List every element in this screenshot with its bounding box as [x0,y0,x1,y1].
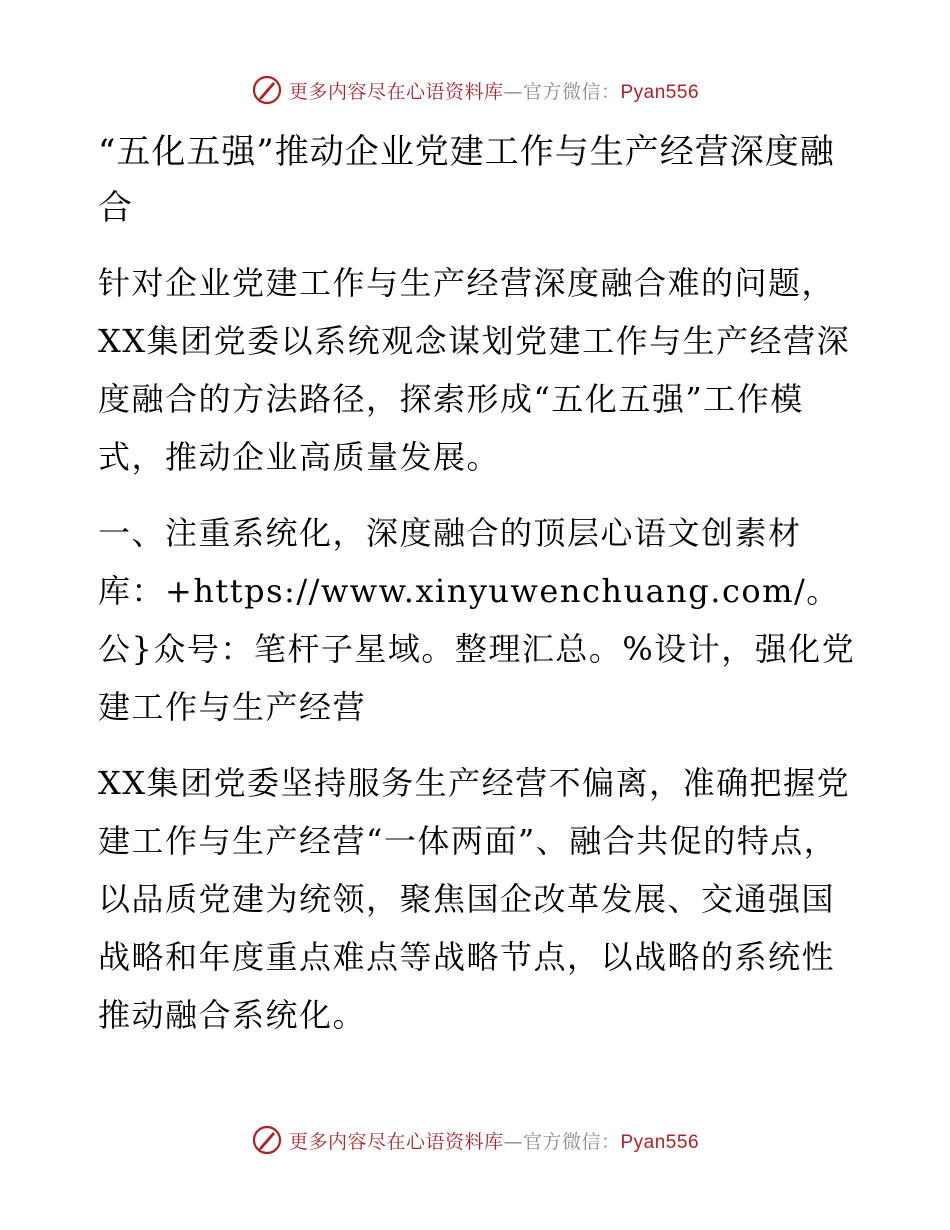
document-body [98,124,858,1062]
banner-site-name: 更多内容尽在心语资料库 [288,80,504,103]
banner-wechat-id: Pyan556 [620,81,700,103]
quill-logo-icon [251,74,283,106]
paragraph-section-one-heading: 一、注重系统化，深度融合的顶层心语文创素材库：+https://www.xinyuwenchuang.com/。公}众号：笔杆子星域。整理汇总。%设计，强化党建工作与生产经营 [98,514,856,726]
paragraph-intro: 针对企业党建工作与生产经营深度融合难的问题，XX集团党委以系统观念谋划党建工作与生产经营深度融合的方法路径，探索形成“五化五强”工作模式，推动企业高质量发展。 [98,264,851,476]
banner-wechat-label: —官方微信： [503,80,621,103]
banner-text [289,1127,699,1154]
banner-wechat-label: —官方微信： [503,1130,621,1153]
footer-watermark-banner [0,1120,950,1160]
quill-logo-icon [251,1124,283,1156]
banner-site-name: 更多内容尽在心语资料库 [288,1130,504,1153]
banner-wechat-id: Pyan556 [620,1131,700,1153]
banner-text [289,77,699,104]
header-watermark-banner [0,70,950,110]
document-title: “五化五强”推动企业党建工作与生产经营深度融合 [98,132,835,228]
paragraph-section-one-body: XX集团党委坚持服务生产经营不偏离，准确把握党建工作与生产经营“一体两面”、融合共促的特点，以品质党建为统领，聚焦国企改革发展、交通强国战略和年度重点难点等战略节点，以战略的系统性推动融合系统化。 [98,764,851,1034]
